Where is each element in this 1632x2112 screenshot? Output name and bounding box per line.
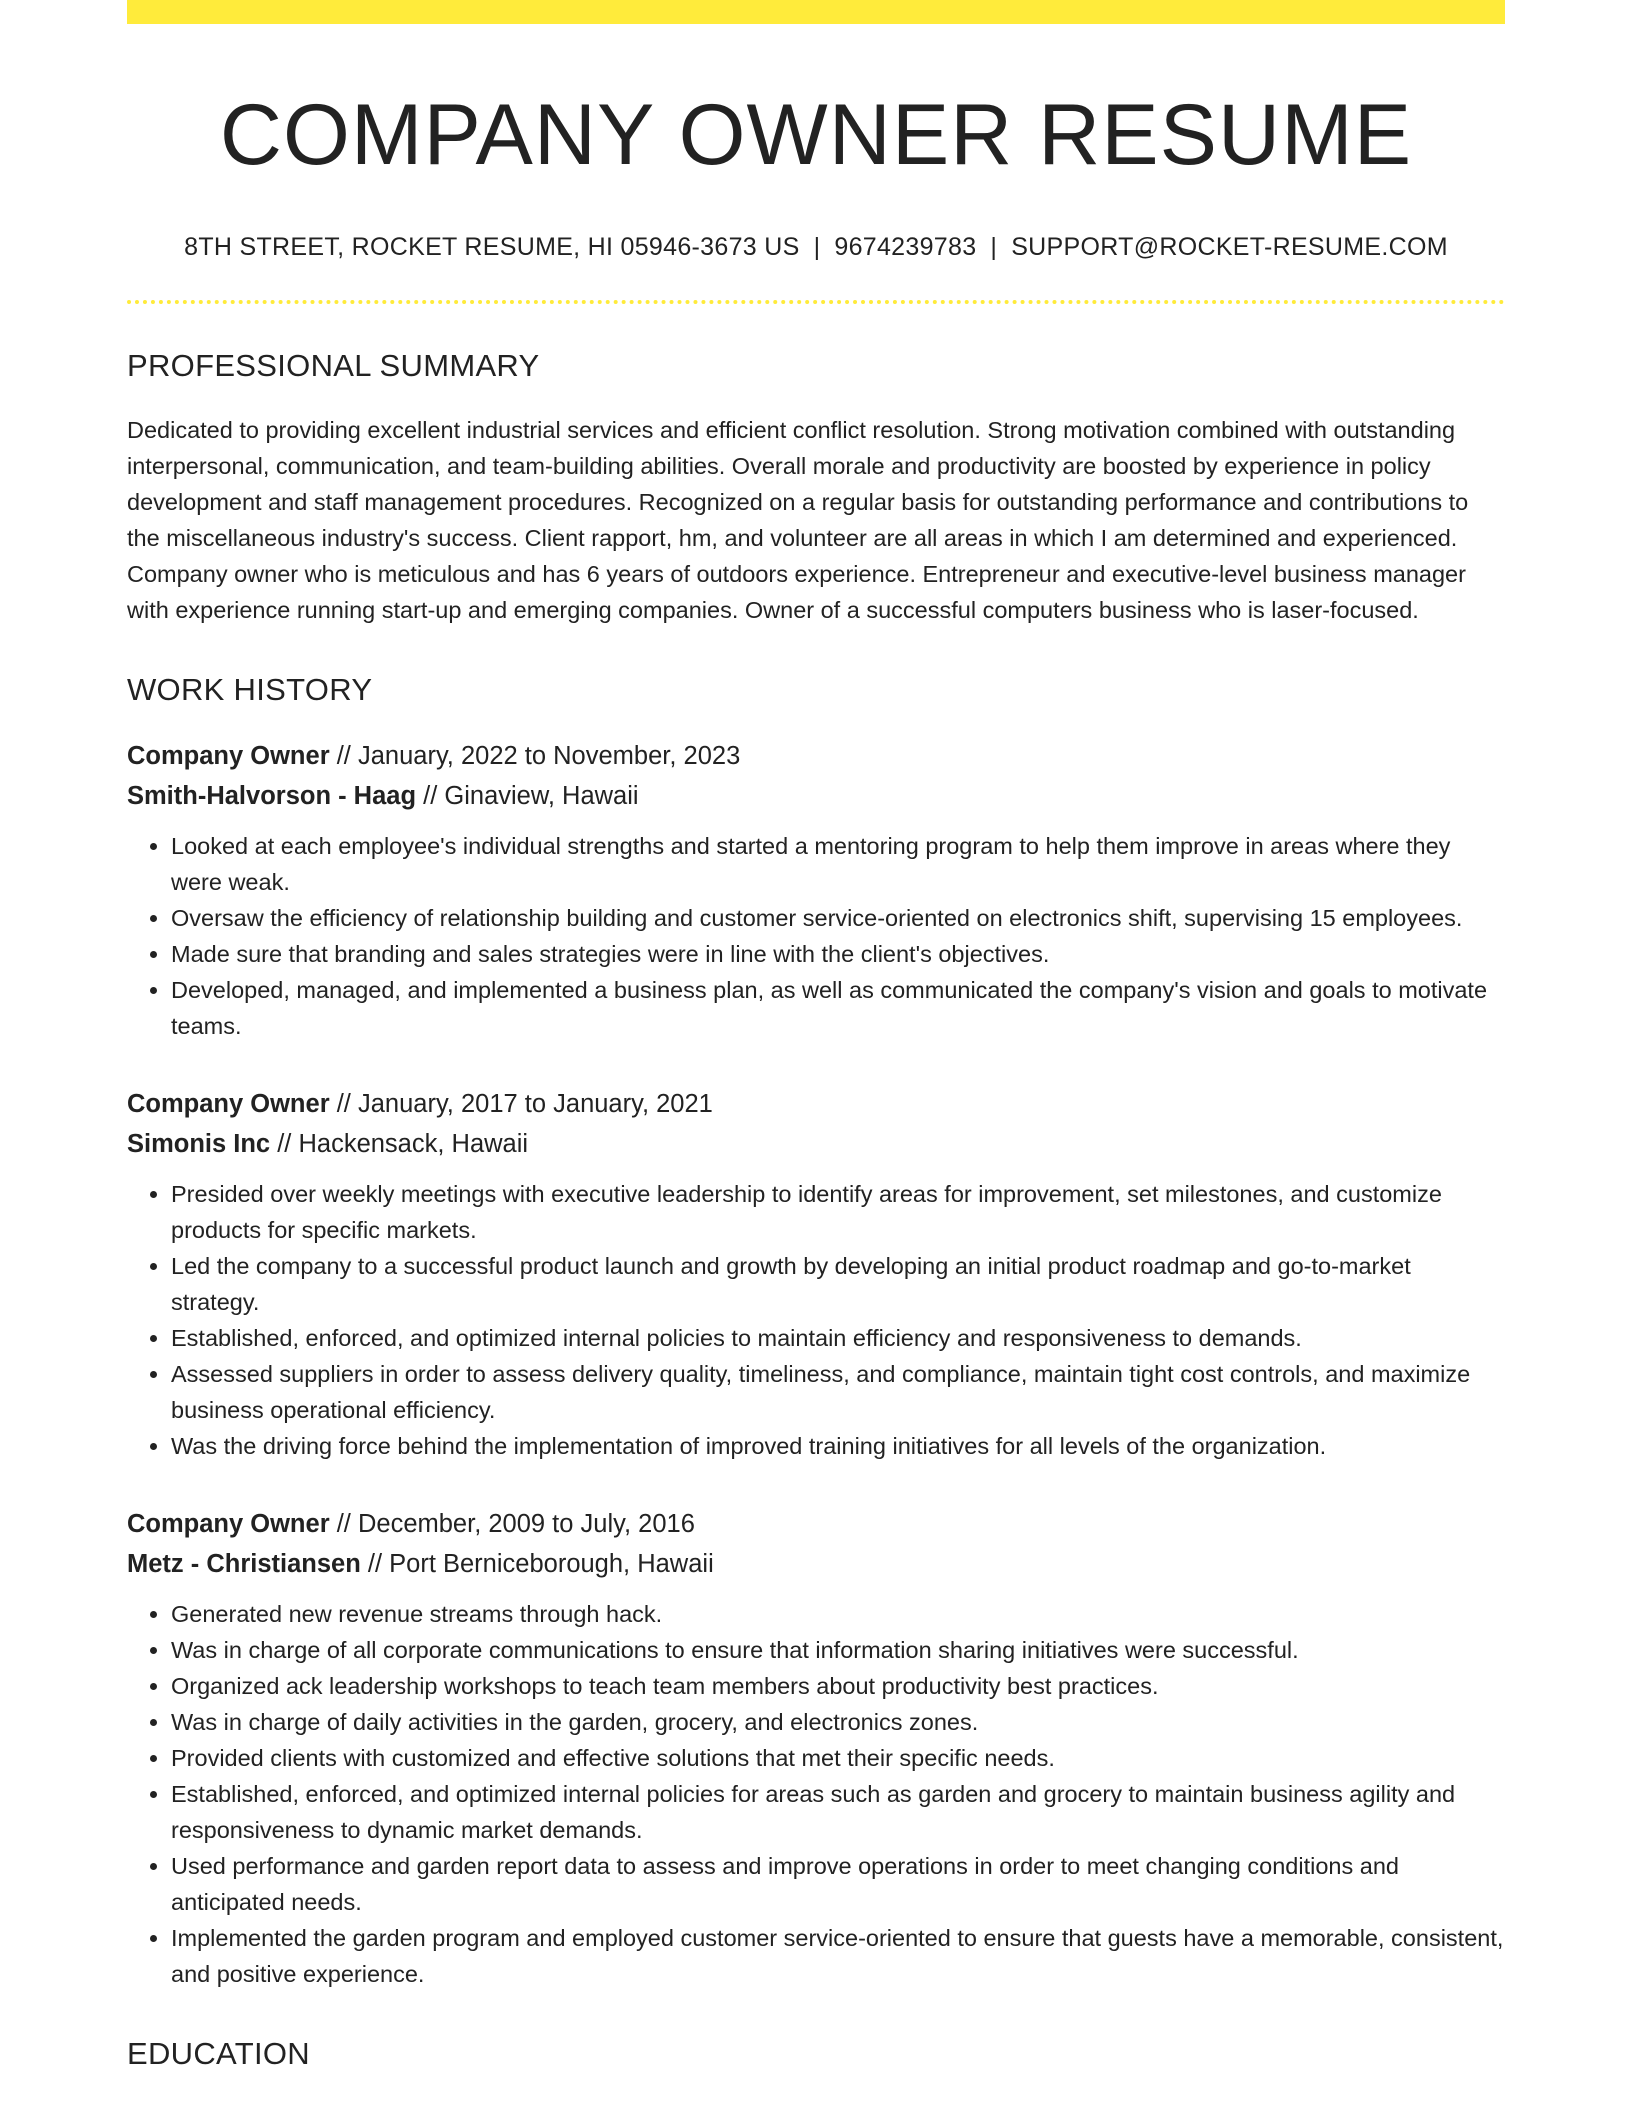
job-role: Company Owner	[127, 1510, 330, 1539]
job-company: Simonis Inc	[127, 1130, 271, 1159]
job-bullets	[127, 828, 1505, 1044]
job-entry	[127, 1504, 1505, 1992]
job-company-line	[127, 1124, 1505, 1164]
dotted-divider	[127, 300, 1505, 304]
job-company: Smith-Halvorson - Haag	[127, 782, 417, 811]
resume-title: COMPANY OWNER RESUME	[219, 87, 1413, 183]
resume-page	[127, 0, 1505, 2072]
job-company-line	[127, 776, 1505, 816]
job-role-line	[127, 1084, 1505, 1124]
list-item: • Organized ack leadership workshops to teach team members about productivity best practices.	[171, 1668, 1505, 1704]
contact-line	[127, 233, 1505, 262]
job-role-line	[127, 1504, 1505, 1544]
list-item: • Made sure that branding and sales strategies were in line with the client's objectives.	[171, 936, 1505, 972]
contact-phone: 9674239783	[834, 233, 977, 262]
list-item: • Was in charge of daily activities in the garden, grocery, and electronics zones.	[171, 1704, 1505, 1740]
list-item: • Developed, managed, and implemented a business plan, as well as communicated the company's vision and goals to motivate teams.	[171, 972, 1505, 1044]
contact-separator: |	[990, 233, 998, 262]
job-location: // Ginaview, Hawaii	[423, 782, 639, 811]
job-role-line	[127, 736, 1505, 776]
list-item: • Looked at each employee's individual strengths and started a mentoring program to help them improve in areas where they were weak.	[171, 828, 1505, 900]
list-item: • Provided clients with customized and effective solutions that met their specific needs.	[171, 1740, 1505, 1776]
summary-text: Dedicated to providing excellent industrial services and efficient conflict resolution. Strong motivation combined with outstanding interpersonal, communication, and team-building abilities. Overall morale and productivity are boosted by experience in policy development and staff management procedures. Recognized on a regular basis for outstanding performance and contributions to the miscellaneous industry's success. Client rapport, hm, and volunteer are all areas in which I am determined and experienced. Company owner who is meticulous and has 6 years of outdoors experience. Entrepreneur and executive-level business manager with experience running start-up and emerging companies. Owner of a successful computers business who is laser-focused.	[127, 417, 1469, 624]
job-entry	[127, 736, 1505, 1044]
job-location: // Hackensack, Hawaii	[277, 1130, 529, 1159]
job-dates: // January, 2022 to November, 2023	[336, 742, 741, 771]
job-role: Company Owner	[127, 1090, 330, 1119]
contact-separator: |	[813, 233, 821, 262]
job-dates: // December, 2009 to July, 2016	[336, 1510, 695, 1539]
job-bullets	[127, 1176, 1505, 1464]
job-location: // Port Berniceborough, Hawaii	[367, 1550, 714, 1579]
contact-address: 8TH STREET, ROCKET RESUME, HI 05946-3673 US	[184, 233, 800, 262]
list-item: • Established, enforced, and optimized internal policies for areas such as garden and grocery to maintain business agility and responsiveness to dynamic market demands.	[171, 1776, 1505, 1848]
list-item: • Generated new revenue streams through hack.	[171, 1596, 1505, 1632]
job-company: Metz - Christiansen	[127, 1550, 361, 1579]
list-item: • Presided over weekly meetings with executive leadership to identify areas for improvement, set milestones, and customize products for specific markets.	[171, 1176, 1505, 1248]
list-item: • Implemented the garden program and employed customer service-oriented to ensure that guests have a memorable, consistent, and positive experience.	[171, 1920, 1505, 1992]
list-item: • Was the driving force behind the implementation of improved training initiatives for all levels of the organization.	[171, 1428, 1505, 1464]
list-item: • Led the company to a successful product launch and growth by developing an initial product roadmap and go-to-market strategy.	[171, 1248, 1505, 1320]
list-item: • Used performance and garden report data to assess and improve operations in order to meet changing conditions and anticipated needs.	[171, 1848, 1505, 1920]
list-item: • Established, enforced, and optimized internal policies to maintain efficiency and responsiveness to demands.	[171, 1320, 1505, 1356]
summary-heading: PROFESSIONAL SUMMARY	[127, 348, 540, 384]
list-item: • Assessed suppliers in order to assess delivery quality, timeliness, and compliance, maintain tight cost controls, and maximize business operational efficiency.	[171, 1356, 1505, 1428]
job-dates: // January, 2017 to January, 2021	[336, 1090, 713, 1119]
job-company-line	[127, 1544, 1505, 1584]
contact-email: SUPPORT@ROCKET-RESUME.COM	[1011, 233, 1448, 262]
work-history-heading: WORK HISTORY	[127, 672, 373, 708]
job-role: Company Owner	[127, 742, 330, 771]
list-item: • Was in charge of all corporate communications to ensure that information sharing initiatives were successful.	[171, 1632, 1505, 1668]
job-bullets	[127, 1596, 1505, 1992]
job-entry	[127, 1084, 1505, 1464]
list-item: • Oversaw the efficiency of relationship building and customer service-oriented on electronics shift, supervising 15 employees.	[171, 900, 1505, 936]
top-accent-bar	[127, 0, 1505, 24]
education-heading: EDUCATION	[127, 2036, 310, 2072]
